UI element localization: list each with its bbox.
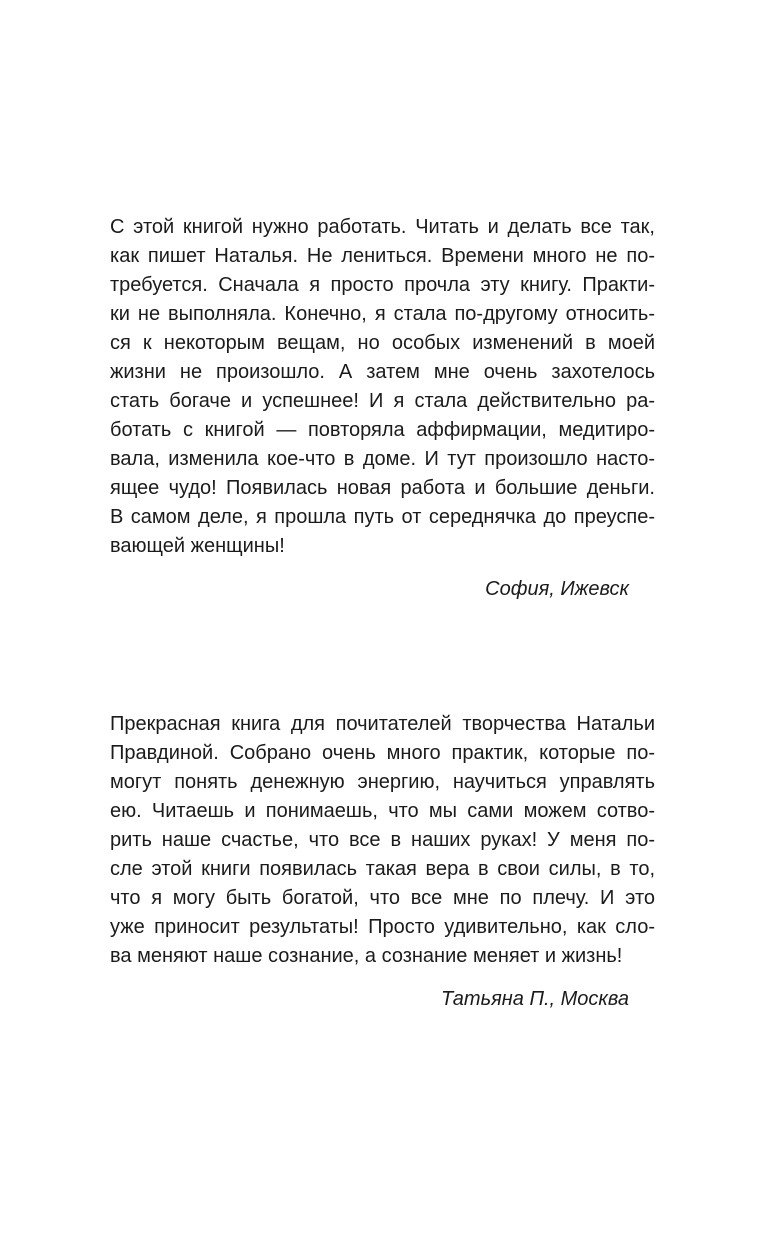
review-line: могут понять денежную энергию, научиться управлять <box>110 771 655 793</box>
review-line: сле этой книги появилась такая вера в свои силы, в то, <box>110 858 655 880</box>
review-paragraph-2 <box>110 710 655 971</box>
review-line: вающей женщины! <box>110 535 285 557</box>
review-line: Правдиной. Собрано очень много практик, которые по- <box>110 742 655 764</box>
review-line: ки не выполняла. Конечно, я стала по-другому относить- <box>110 303 655 325</box>
review-line: как пишет Наталья. Не лениться. Времени много не по- <box>110 245 655 267</box>
review-line: В самом деле, я прошла путь от середнячка до преуспе- <box>110 506 655 528</box>
review-paragraph-1 <box>110 213 655 561</box>
review-line: ботать с книгой — повторяла аффирмации, медитиро- <box>110 419 655 441</box>
review-line: вала, изменила кое-что в доме. И тут произошло насто- <box>110 448 655 470</box>
review-line: ящее чудо! Появилась новая работа и большие деньги. <box>110 477 655 499</box>
review-line: Прекрасная книга для почитателей творчества Натальи <box>110 713 655 735</box>
review-line: рить наше счастье, что все в наших руках! У меня по- <box>110 829 655 851</box>
review-line: требуется. Сначала я просто прочла эту книгу. Практи- <box>110 274 655 296</box>
review-signature-1: София, Ижевск <box>485 578 629 600</box>
review-line: жизни не произошло. А затем мне очень захотелось <box>110 361 655 383</box>
review-line: ся к некоторым вещам, но особых изменений в моей <box>110 332 655 354</box>
text-column <box>110 213 655 1014</box>
section-gap <box>110 604 655 710</box>
review-line: уже приносит результаты! Просто удивительно, как сло- <box>110 916 655 938</box>
review-signature-2: Татьяна П., Москва <box>441 988 629 1010</box>
review-line: ва меняют наше сознание, а сознание меняет и жизнь! <box>110 945 623 967</box>
review-line: С этой книгой нужно работать. Читать и делать все так, <box>110 216 655 238</box>
review-line: стать богаче и успешнее! И я стала действительно ра- <box>110 390 655 412</box>
review-line: ею. Читаешь и понимаешь, что мы сами можем сотво- <box>110 800 655 822</box>
review-line: что я могу быть богатой, что все мне по плечу. И это <box>110 887 655 909</box>
